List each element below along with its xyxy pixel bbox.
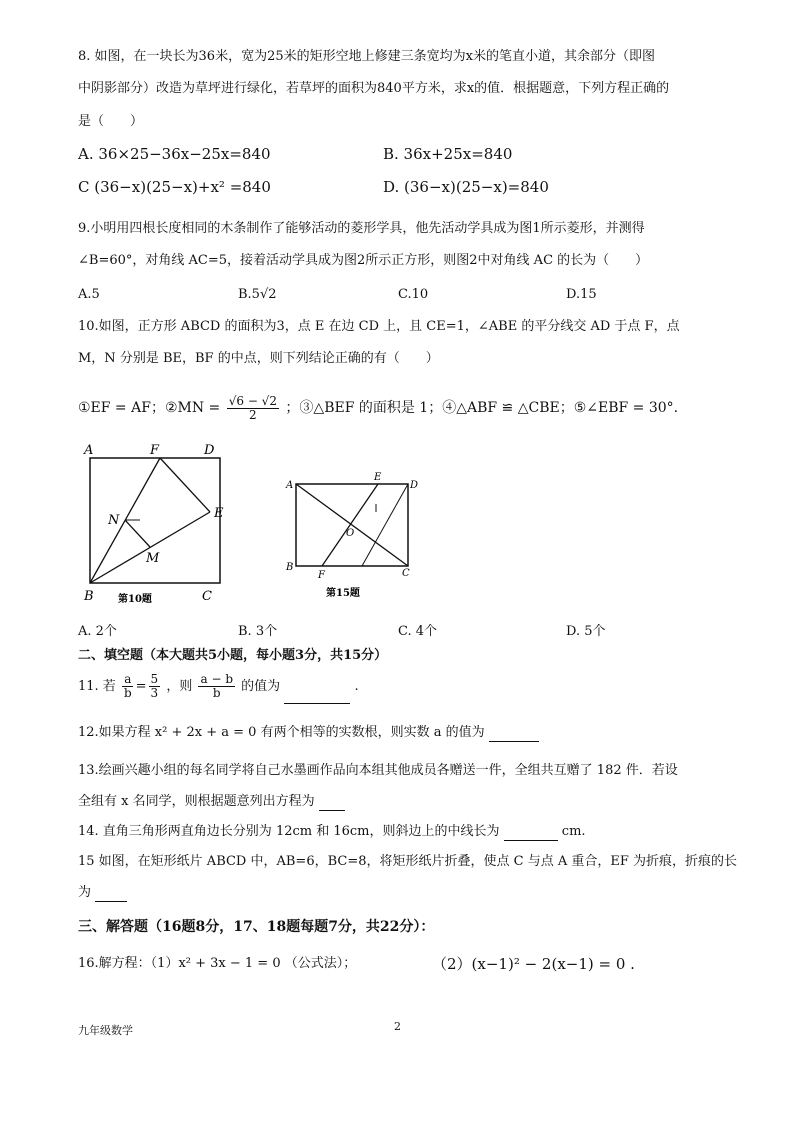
- q15-label-c: C: [402, 568, 410, 579]
- q9-option-a: A.5: [78, 287, 100, 302]
- q10-label-m: M: [146, 551, 160, 566]
- section2-title: 二、填空题（本大题共5小题，每小题3分，共15分）: [78, 648, 388, 663]
- q10-line-fe: [160, 458, 210, 512]
- q10-label-a: A: [84, 443, 94, 458]
- q10-conclusions-part1: ①EF = AF；②MN =: [78, 400, 221, 416]
- q11-end: .: [354, 679, 359, 694]
- q13-line1: 13.绘画兴趣小组的每名同学将自己水墨画作品向本组其他成员各赠送一件，全组共互赠了 182 件．若设: [78, 763, 678, 778]
- q15-caption: 第15题: [326, 588, 360, 599]
- q10-option-b: B. 3个: [238, 624, 278, 639]
- q15-line2: 为: [78, 885, 92, 900]
- q15-label-e: E: [374, 472, 382, 483]
- q11-fraction-53: [149, 673, 161, 700]
- q11-answer-blank[interactable]: [284, 703, 350, 704]
- q11-f3-num: a − b: [200, 672, 234, 686]
- footer-subject: 九年级数学: [78, 1024, 133, 1037]
- figure-q10: [78, 440, 238, 610]
- q10-fraction-numerator: √6 − √2: [228, 393, 277, 408]
- q12-answer-blank[interactable]: [489, 741, 539, 742]
- section3-title: 三、解答题（16题8分，17、18题每题7分，共22分）：: [78, 919, 435, 935]
- q9-option-d: D.15: [566, 287, 597, 302]
- q11-suffix: 的值为: [241, 679, 281, 694]
- q14: [78, 823, 586, 841]
- q15-label-d: D: [410, 480, 419, 491]
- q15-label-f: F: [318, 570, 325, 581]
- q14-unit: cm.: [561, 824, 586, 839]
- footer-page-number: 2: [394, 1020, 401, 1033]
- q8-line2: 中阴影部分）改造为草坪进行绿化，若草坪的面积为840平方米，求x的值．根据题意，下列方程正确的: [78, 81, 670, 96]
- q11-fraction-target: [198, 673, 235, 700]
- q8-option-d: D. (36−x)(25−x)=840: [383, 178, 549, 196]
- q8-option-c: C (36−x)(25−x)+x² =840: [78, 178, 271, 196]
- q11-f1-num: a: [124, 672, 132, 686]
- q10-option-a: A. 2个: [78, 624, 117, 639]
- q15-fold-ef: [322, 484, 378, 566]
- q11-equals: =: [135, 679, 147, 694]
- q14-text: 14. 直角三角形两直角边长分别为 12cm 和 16cm，则斜边上的中线长为: [78, 824, 500, 839]
- q11-f3-den: b: [212, 686, 221, 700]
- q9-line2: ∠B=60°，对角线 AC=5，接着活动学具成为图2所示正方形，则图2中对角线 AC 的长为（ ）: [78, 253, 649, 268]
- q15-answer-blank[interactable]: [95, 901, 127, 902]
- q11-f2-den: 3: [150, 686, 159, 700]
- q10-label-b: B: [84, 589, 94, 604]
- q10-line-mn: [125, 520, 150, 547]
- q8-line1: 8. 如图，在一块长为36米，宽为25米的矩形空地上修建三条宽均为x米的笔直小道，其余部分（即图: [78, 49, 655, 64]
- q10-fraction-denominator: 2: [249, 407, 257, 422]
- q12-text: 12.如果方程 x² + 2x + a = 0 有两个相等的实数根，则实数 a 的值为: [78, 725, 485, 740]
- q8-option-a: A. 36×25−36x−25x=840: [78, 145, 271, 163]
- q15-line2-wrapper: [78, 884, 127, 902]
- q15-line1: 15 如图，在矩形纸片 ABCD 中，AB=6，BC=8，将矩形纸片折叠，使点 C 与点 A 重合，EF 为折痕，折痕的长: [78, 854, 738, 869]
- q16-part2: （2）(x−1)² − 2(x−1) = 0 .: [432, 955, 635, 973]
- q10-option-c: C. 4个: [398, 624, 438, 639]
- q16-part1: 16.解方程：（1）x² + 3x − 1 = 0 （公式法）；: [78, 956, 357, 971]
- q9-line1: 9.小明用四根长度相同的木条制作了能够活动的菱形学具，他先活动学具成为图1所示菱形，并测得: [78, 221, 645, 236]
- q10-caption: 第10题: [118, 594, 152, 605]
- q10-line2: M，N 分别是 BE，BF 的中点，则下列结论正确的有（ ）: [78, 351, 439, 366]
- q11-f1-den: b: [123, 686, 132, 700]
- q10-label-d: D: [204, 443, 215, 458]
- q15-label-a: A: [286, 480, 294, 491]
- q15-label-o: O: [346, 528, 355, 539]
- q8-line3: 是（ ）: [78, 114, 144, 129]
- q10-line1: 10.如图，正方形 ABCD 的面积为3，点 E 在边 CD 上，且 CE=1，∠ABE 的平分线交 AD 于点 F，点: [78, 319, 680, 334]
- q11-f2-num: 5: [150, 672, 159, 686]
- q10-label-n: N: [108, 513, 120, 528]
- q14-answer-blank[interactable]: [504, 840, 558, 841]
- figure-q15: [282, 468, 422, 600]
- q9-option-b: B.5√2: [238, 287, 277, 302]
- q9-option-c: C.10: [398, 287, 429, 302]
- q10-label-c: C: [202, 589, 212, 604]
- q15-diagonal-ac: [296, 484, 408, 566]
- q10-conclusions: [78, 388, 678, 428]
- q11-fraction-ab: [122, 673, 134, 700]
- q11: [78, 670, 359, 704]
- q10-conclusions-part2: ；③△BEF 的面积是 1；④△ABF ≌ △CBE；⑤∠EBF = 30°.: [285, 400, 679, 416]
- q13-line2-wrapper: [78, 793, 345, 811]
- q10-option-d: D. 5个: [566, 624, 606, 639]
- q13-answer-blank[interactable]: [319, 810, 345, 811]
- q10-fraction: [227, 395, 279, 422]
- q10-label-e: E: [214, 506, 224, 521]
- q12: [78, 724, 539, 742]
- q15-label-b: B: [286, 562, 294, 573]
- q13-line2: 全组有 x 名同学，则根据题意列出方程为: [78, 794, 315, 809]
- q10-label-f: F: [150, 443, 160, 458]
- q11-prefix: 11. 若: [78, 679, 116, 694]
- q11-mid: ，则: [166, 679, 193, 694]
- q8-option-b: B. 36x+25x=840: [383, 145, 513, 163]
